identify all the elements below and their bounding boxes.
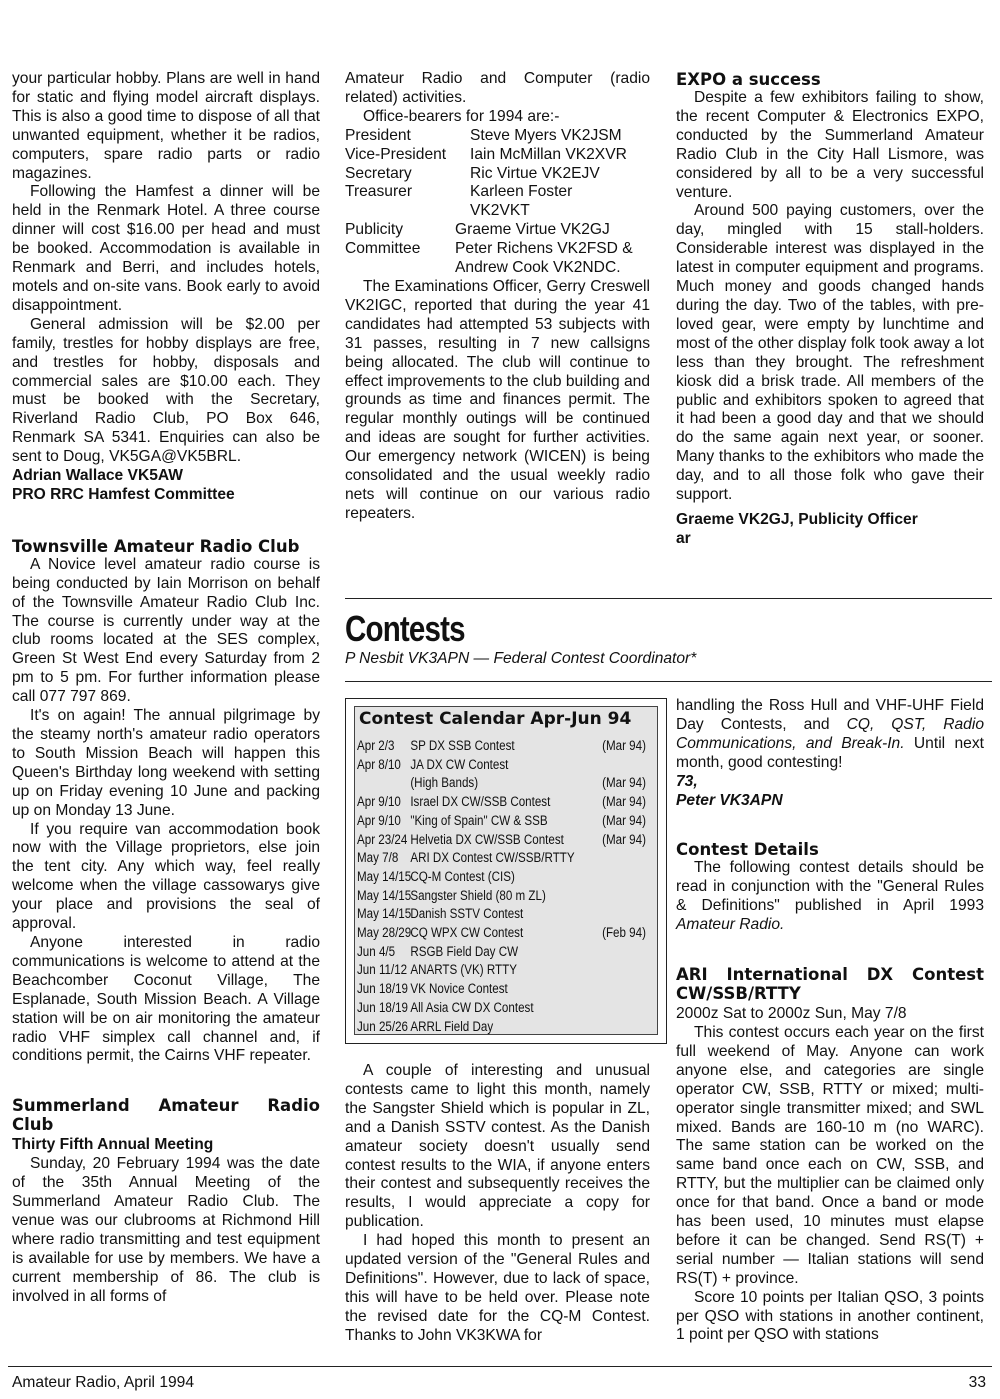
page-number: 33 — [968, 1374, 986, 1391]
hamfest-signature-name: Adrian Wallace VK5AW — [12, 467, 183, 485]
calendar-row — [357, 925, 646, 940]
text-span: The following contest details should be read in conjunction with the "General Rules & Definitions" published in April 1993 — [676, 859, 984, 915]
calendar-row — [357, 738, 646, 753]
contests-signoff: 73, — [676, 772, 698, 790]
calendar-date: Jun 11/12 — [357, 962, 408, 978]
ari-heading: ARI International DX Contest CW/SSB/RTTY — [676, 965, 984, 1004]
calendar-contest-name: SP DX SSB Contest — [410, 738, 515, 753]
calendar-date: Jun 4/5 — [357, 943, 396, 959]
section-rule — [345, 681, 992, 682]
officer-role: Publicity Committee — [345, 221, 421, 258]
calendar-date: Jun 18/19 — [357, 981, 409, 997]
calendar-date: Apr 8/10 — [357, 756, 401, 772]
calendar-row — [357, 831, 646, 847]
officer-role: Treasurer — [345, 183, 413, 201]
calendar-date: Jun 18/19 — [357, 999, 409, 1015]
contests-para-3 — [676, 697, 984, 773]
calendar-row — [357, 906, 606, 921]
calendar-reference: (Feb 94) — [602, 925, 646, 940]
calendar-reference: (Mar 94) — [602, 738, 646, 753]
calendar-row — [357, 888, 606, 903]
section-rule — [345, 598, 992, 599]
ari-para-1: This contest occurs each year on the first full weekend of May. Anyone can work anyone else, and categories are single operator CW, SSB, RTTY or mixed; multi-operator single transmitter mixed; and SWL mixed. Bands are 160-10 m (no WARC). The same station can be worked on the same band once each on CW, SSB, and RTTY, but the multiplier can be claimed only once for that band. Once a band or mode has been used, 10 minutes must elapse before it can be changed. Send RS(T) + serial number — Italian stations will send RS(T) + province. — [676, 1023, 984, 1287]
officer-role: Vice-President — [345, 145, 447, 163]
calendar-row — [357, 962, 606, 977]
townsville-para-1: A Novice level amateur radio course is being conducted by Iain Morrison on behalf of the Townsville Amateur Radio Club Inc. The course is currently under way at the club rooms located at the SES complex, Green St West End every Saturday from 2 pm to 5 pm. For further information please call 077 797 869. — [12, 555, 320, 706]
calendar-reference: (Mar 94) — [602, 775, 646, 791]
contests-byline: P Nesbit VK3APN — Federal Contest Coordinator* — [345, 650, 697, 667]
townsville-para-2: It's on again! The annual pilgrimage by the steamy north's amateur radio operators to South Mission Beach will happen this Queen's Birthday long weekend with setting up on Friday evening 10 June and packing up on Monday 13 June. — [12, 707, 320, 819]
officer-row — [345, 183, 650, 221]
expo-end-mark: ar — [676, 529, 691, 547]
expo-para-1: Despite a few exhibitors failing to show, the recent Computer & Electronics EXPO, conducted by the Summerland Amateur Radio Club in the City Hall Lismore, was considered by all to be a very successful venture. — [676, 89, 984, 201]
text-span: handling the Ross Hull and VHF-UHF Field Day Contests, and — [676, 697, 984, 733]
calendar-date: May 7/8 — [357, 850, 399, 866]
officer-row — [345, 127, 650, 146]
calendar-contest-name: Sangster Shield (80 m ZL) — [410, 887, 546, 903]
calendar-contest-name: (High Bands) — [410, 775, 479, 791]
calendar-title: Contest Calendar Apr-Jun 94 — [359, 709, 632, 729]
calendar-contest-name: ANARTS (VK) RTTY — [410, 962, 517, 978]
officer-name: Ric Virtue VK2EJV — [470, 164, 600, 182]
footer-rule — [8, 1366, 992, 1367]
calendar-row — [357, 812, 646, 828]
calendar-contest-name: Helvetia DX CW/SSB Contest — [410, 831, 564, 847]
column-3 — [676, 70, 984, 549]
calendar-date: Apr 9/10 — [357, 812, 401, 828]
hamfest-para-3: General admission will be $2.00 per family, trestles for hobby displays are free, and trestles for hobby, disposals and commercial sales are $10.00 each. They must be booked with the Secretary, Riverland Radio Club, PO Box 646, Renmark SA 5341. Enquiries can also be sent to Doug, VK5GA@VK5BRL. — [12, 315, 320, 466]
officer-name: Karleen Foster VK2VKT — [470, 183, 573, 220]
summerland-heading: Summerland Amateur Radio Club — [12, 1096, 320, 1135]
officer-row — [345, 146, 650, 165]
calendar-contest-name: CQ WPX CW Contest — [410, 925, 524, 940]
contests-signature: Peter VK3APN — [676, 791, 783, 809]
contest-calendar-box — [345, 698, 667, 1044]
officers-list — [345, 127, 650, 278]
townsville-heading: Townsville Amateur Radio Club — [12, 536, 300, 556]
calendar-row — [357, 1000, 606, 1015]
calendar-date: May 14/15 — [357, 868, 412, 884]
calendar-date: May 28/29 — [357, 925, 412, 940]
officer-name: Steve Myers VK2JSM — [470, 126, 622, 144]
townsville-para-3: If you require van accommodation book now with the Village proprietors, else join the tent city. Any which way, feel really welcome when the village cassowarys give your place and provisions the seal of approval. — [12, 820, 320, 933]
text-span: Until next month, good contesting! — [676, 734, 984, 771]
officer-row — [345, 165, 650, 184]
expo-signature: Graeme VK2GJ, Publicity Officer — [676, 510, 918, 528]
calendar-date: Apr 9/10 — [357, 794, 401, 810]
calendar-contest-name: "King of Spain" CW & SSB — [410, 812, 548, 828]
officer-name: Iain McMillan VK2XVR — [470, 145, 627, 163]
calendar-contest-name: Israel DX CW/SSB Contest — [410, 794, 551, 810]
footer-publication: Amateur Radio, April 1994 — [12, 1374, 195, 1391]
calendar-contest-name: JA DX CW Contest — [410, 756, 509, 772]
expo-heading: EXPO a success — [676, 70, 821, 89]
expo-para-2: Around 500 paying customers, over the day, mingled with 15 stall-holders. Considerable interest was displayed in the latest in computer equipment and programs. Much money and goods changed hands during the day. Two of the tables, with pre-loved gear, were empty by lunchtime and most of the other display folk took away a lot less than they brought. The refreshment kiosk did a brisk trade. All members of the public and exhibitors spoken to agreed that it had been a good day and that we should do the same again next year, or sooner. Many thanks to the exhibitors who made the day, and to all those folk who gave their support. — [676, 202, 984, 504]
examinations-para: The Examinations Officer, Gerry Creswell VK2IGC, reported that during the year 41 candidates had attempted 53 subjects with 31 passes, resulting in 7 new callsigns being allocated. The club will continue to effect improvements to the club building and grounds as time and finances permit. The regular monthly outings will be continued and ideas are sought for further activities. Our emergency network (WICEN) is being consolidated and the usual weekly radio nets will continue on our various radio repeaters. — [345, 277, 650, 522]
calendar-row — [357, 1019, 606, 1034]
calendar-row — [357, 794, 646, 810]
contests-column-2 — [345, 1062, 650, 1346]
calendar-row — [357, 757, 606, 772]
publication-name: Amateur Radio. — [676, 916, 785, 934]
calendar-contest-name: CQ-M Contest (CIS) — [410, 868, 515, 884]
townsville-para-4: Anyone interested in radio communications is welcome to attend at the Beachcomber Coconut Village, The Esplanade, South Mission Beach. A Village station will be on air monitoring the amateur radio VHF simplex call channel and, if conditions permit, the Cairns VHF repeater. — [12, 933, 320, 1065]
calendar-date: Jun 25/26 — [357, 1018, 409, 1034]
calendar-reference: (Mar 94) — [602, 812, 646, 828]
summerland-subheading: Thirty Fifth Annual Meeting — [12, 1136, 214, 1154]
calendar-reference: (Mar 94) — [602, 794, 646, 810]
officer-row — [345, 221, 650, 278]
contests-para-2: I had hoped this month to present an updated version of the "General Rules and Definitions". However, due to lack of space, this will have to be held over. Please note the revised date for the CQ-M Contest. Thanks to John VK3KWA for — [345, 1232, 650, 1344]
contest-details-heading: Contest Details — [676, 840, 819, 860]
hamfest-para-1: your particular hobby. Plans are well in hand for static and flying model aircraft displays. This is also a good time to dispose of all that unwanted equipment, whether it be radios, computers, spare radio parts or radio magazines. — [12, 70, 320, 182]
contest-calendar — [354, 706, 658, 1035]
calendar-contest-name: Danish SSTV Contest — [410, 906, 524, 922]
officer-role: President — [345, 126, 411, 144]
calendar-row — [357, 775, 646, 791]
officers-intro: Office-bearers for 1994 are:- — [363, 107, 560, 125]
ari-time: 2000z Sat to 2000z Sun, May 7/8 — [676, 1005, 907, 1023]
calendar-contest-name: ARRL Field Day — [410, 1018, 494, 1034]
calendar-contest-name: All Asia CW DX Contest — [410, 999, 534, 1015]
column-1 — [12, 70, 320, 1306]
calendar-row — [357, 869, 606, 884]
publication-names: CQ, QST, Radio Communications, and Break-In. — [676, 715, 984, 752]
contests-title: Contests — [345, 608, 465, 649]
officer-name: Graeme Virtue VK2GJ Peter Richens VK2FSD & Andrew Cook VK2NDC. — [455, 221, 633, 277]
calendar-row — [357, 944, 606, 959]
hamfest-para-2: Following the Hamfest a dinner will be held in the Renmark Hotel. A three course dinner will cost $16.00 per head and must be booked. Accommodation is available in Renmark and Berri, and includes hotels, motels and on-site vans. Book early to avoid disappointment. — [12, 183, 320, 314]
summerland-para-2: Amateur Radio and Computer (radio related) activities. — [345, 70, 650, 106]
contests-para-1: A couple of interesting and unusual contests came to light this month, namely the Sangster Shield which is popular in ZL, and a Danish SSTV contest. As the Danish amateur society doesn't usually send contest results to the WIA, if anyone enters their contest and subsequently receives the results, I would appreciate a copy for publication. — [345, 1062, 650, 1231]
column-2 — [345, 70, 650, 524]
calendar-date: May 14/15 — [357, 887, 412, 903]
contests-column-3 — [676, 697, 984, 1345]
calendar-row — [357, 850, 606, 865]
contest-details-para — [676, 859, 984, 935]
calendar-contest-name: ARI DX Contest CW/SSB/RTTY — [410, 850, 575, 866]
calendar-date: Apr 23/24 — [357, 831, 408, 847]
calendar-date: Apr 2/3 — [357, 738, 395, 753]
ari-para-2: Score 10 points per Italian QSO, 3 points per QSO with stations in another continent, 1 point per QSO with stations — [676, 1288, 984, 1344]
calendar-contest-name: RSGB Field Day CW — [410, 943, 519, 959]
calendar-contest-name: VK Novice Contest — [410, 981, 508, 997]
calendar-date: May 14/15 — [357, 906, 412, 922]
officer-role: Secretary — [345, 164, 412, 182]
hamfest-signature-title: PRO RRC Hamfest Committee — [12, 485, 235, 503]
calendar-row — [357, 981, 606, 996]
calendar-reference: (Mar 94) — [602, 831, 646, 847]
summerland-para-1: Sunday, 20 February 1994 was the date of the 35th Annual Meeting of the Summerland Amateur Radio Club. The venue was our clubrooms at Richmond Hill where radio transmitting and test equipment is available for use by members. We have a current membership of 86. The club is involved in all forms of — [12, 1155, 320, 1305]
